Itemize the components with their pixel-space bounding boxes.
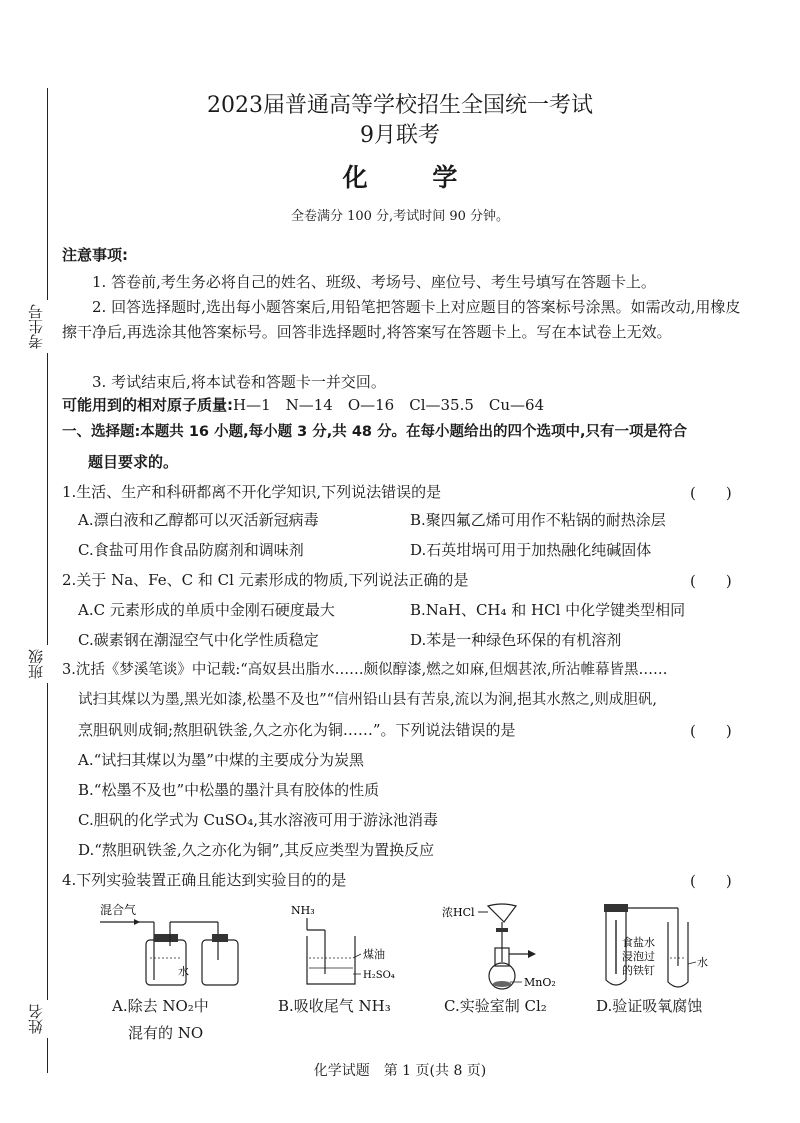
q3-option-a: A.“试扫其煤以为墨”中煤的主要成分为炭黑 — [78, 751, 364, 769]
binding-line — [47, 88, 48, 1073]
q2-option-c: C.碳素钢在潮湿空气中化学性质稳定 — [78, 631, 319, 649]
apparatus-a-gas-washing-bottles-icon — [98, 900, 248, 990]
apparatus-d-corrosion-test-icon — [596, 900, 726, 992]
name-label: 姓名 — [28, 1000, 50, 1038]
q3-stem-line2: 试扫其煤以为墨,黑光如漆,松墨不及也”“信州铅山县有苦泉,流以为涧,挹其水熬之,则成胆矾, — [78, 692, 657, 708]
q1-option-c: C.食盐可用作食品防腐剂和调味剂 — [78, 541, 304, 559]
q4-stem: 4.下列实验装置正确且能达到实验目的的是 — [62, 871, 347, 889]
apparatus-c-caption: C.实验室制 Cl₂ — [444, 997, 547, 1015]
apparatus-c-flask-icon — [440, 900, 580, 992]
score-info: 全卷满分 100 分,考试时间 90 分钟。 — [290, 209, 510, 224]
apparatus-b-acid-label: H₂SO₄ — [363, 970, 395, 981]
candidate-number-label: 考生号 — [28, 300, 50, 353]
atomic-mass-values: H—1 N—14 O—16 Cl—35.5 Cu—64 — [233, 396, 545, 414]
q2-stem: 2.关于 Na、Fe、C 和 Cl 元素形成的物质,下列说法正确的是 — [62, 571, 469, 589]
q2-option-b: B.NaH、CH₄ 和 HCl 中化学键类型相同 — [410, 601, 686, 619]
apparatus-d-water-label: 水 — [697, 956, 708, 969]
q1-stem: 1.生活、生产和科研都离不开化学知识,下列说法错误的是 — [62, 483, 442, 501]
apparatus-a-gas-label: 混合气 — [100, 903, 137, 917]
q1-option-b: B.聚四氟乙烯可用作不粘锅的耐热涂层 — [410, 511, 666, 529]
page-footer: 化学试题 第 1 页(共 8 页) — [313, 1063, 487, 1079]
apparatus-c-mno2-label: MnO₂ — [524, 976, 556, 989]
apparatus-d-nail-label-1: 食盐水 — [622, 936, 655, 949]
apparatus-a-caption: A.除去 NO₂中 — [112, 997, 209, 1015]
section-heading-cont: 题目要求的。 — [88, 453, 179, 471]
q1-option-a: A.漂白液和乙醇都可以灭活新冠病毒 — [78, 511, 319, 529]
section-heading: 一、选择题:本题共 16 小题,每小题 3 分,共 48 分。在每小题给出的四个选项中,只有一项是符合 — [62, 424, 688, 440]
class-label: 班级 — [28, 645, 50, 683]
q3-option-c: C.胆矾的化学式为 CuSO₄,其水溶液可用于游泳池消毒 — [78, 811, 438, 829]
apparatus-c-hcl-label: 浓HCl — [442, 906, 475, 919]
apparatus-b-caption: B.吸收尾气 NH₃ — [278, 997, 391, 1015]
exam-subtitle: 9月联考 — [360, 123, 440, 148]
apparatus-d-nail-label-2: 浸泡过 — [622, 950, 655, 963]
notice-item-3: 3. 考试结束后,将本试卷和答题卡一并交回。 — [92, 373, 386, 391]
q3-stem-line1: 3.沈括《梦溪笔谈》中记载:“高奴县出脂水……颇似醇漆,燃之如麻,但烟甚浓,所沾帷幕皆黑…… — [62, 662, 668, 678]
atomic-mass-label: 可能用到的相对原子质量: — [62, 396, 233, 414]
q2-option-a: A.C 元素形成的单质中金刚石硬度最大 — [78, 601, 335, 619]
apparatus-d-caption: D.验证吸氧腐蚀 — [596, 997, 703, 1015]
exam-title: 2023届普通高等学校招生全国统一考试 — [207, 93, 593, 118]
subject-title: 化 学 — [342, 163, 486, 192]
apparatus-b-nh3-label: NH₃ — [291, 904, 315, 917]
apparatus-a-caption-cont: 混有的 NO — [128, 1024, 204, 1042]
q2-option-d: D.苯是一种绿色环保的有机溶剂 — [410, 631, 622, 649]
apparatus-d-nail-label-3: 的铁钉 — [622, 964, 655, 977]
q1-option-d: D.石英坩埚可用于加热融化纯碱固体 — [410, 541, 652, 559]
apparatus-a-water-label: 水 — [178, 965, 189, 978]
q1-answer-bracket: ( ) — [690, 484, 732, 502]
q2-answer-bracket: ( ) — [690, 572, 732, 590]
apparatus-b-oil-label: 煤油 — [363, 948, 385, 961]
q3-option-d: D.“熬胆矾铁釜,久之亦化为铜”,其反应类型为置换反应 — [78, 841, 435, 859]
q3-answer-bracket: ( ) — [690, 722, 732, 740]
notice-heading: 注意事项: — [62, 246, 128, 264]
notice-item-1: 1. 答卷前,考生务必将自己的姓名、班级、考场号、座位号、考生号填写在答题卡上。 — [92, 273, 656, 291]
q4-answer-bracket: ( ) — [690, 872, 732, 890]
apparatus-b-beaker-icon — [285, 900, 415, 990]
atomic-mass-line — [62, 395, 544, 415]
q3-stem-line3: 烹胆矾则成铜;熬胆矾铁釜,久之亦化为铜……”。下列说法错误的是 — [78, 721, 516, 739]
q3-option-b: B.“松墨不及也”中松墨的墨汁具有胶体的性质 — [78, 781, 380, 799]
notice-item-2: 2. 回答选择题时,选出每小题答案后,用铅笔把答题卡上对应题目的答案标号涂黑。如需改动,用橡皮擦干净后,再选涂其他答案标号。回答非选择题时,将答案写在答题卡上。写在本试卷上无效。 — [62, 298, 741, 341]
